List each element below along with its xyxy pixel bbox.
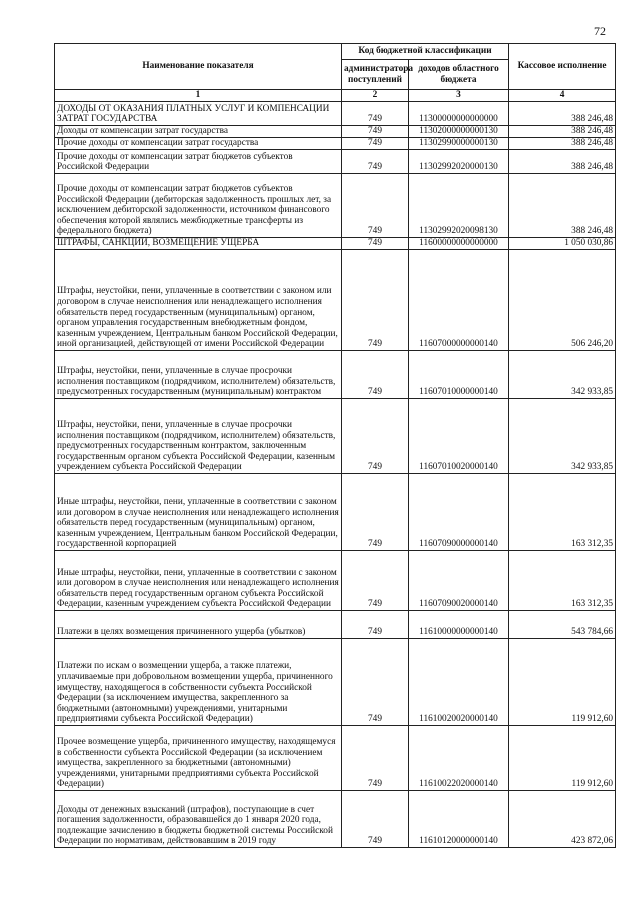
- row-admin: 749: [342, 611, 409, 639]
- row-name: Прочие доходы от компенсации затрат бюджетов субъектов Российской Федерации (дебиторская задолженность прошлых лет, за исключением дебиторской задолженности, источником финансового обеспечения которой являлись межбюджетные трансферты из федерального бюджета): [57, 184, 332, 237]
- row-amount: 163 312,35: [509, 474, 616, 551]
- row-name: Штрафы, неустойки, пени, уплаченные в соответствии с законом или договором в случае неисполнения или ненадлежащего исполнения обязательств перед государственным (муниципальным) органом, органом управления государственным внебюджетным фондом, казенным учреждением, Центральным банком Российской Федерации, иной организацией, действующей от имени Российской Федерации: [57, 286, 338, 350]
- row-amount: 388 246,48: [509, 102, 616, 126]
- row-admin: 749: [342, 250, 409, 351]
- col-number-1: 1: [55, 90, 342, 102]
- row-code: 11610020020000140: [409, 639, 509, 726]
- header-cash: Кассовое исполнение: [509, 44, 616, 90]
- row-name: ДОХОДЫ ОТ ОКАЗАНИЯ ПЛАТНЫХ УСЛУГ И КОМПЕНСАЦИИ ЗАТРАТ ГОСУДАРСТВА: [57, 103, 330, 125]
- row-code: 11607010000000140: [409, 351, 509, 399]
- row-admin: 749: [342, 551, 409, 611]
- row-name: Прочие доходы от компенсации затрат государства: [57, 138, 259, 149]
- row-code: 11607090000000140: [409, 474, 509, 551]
- header-income: доходов областного бюджета: [409, 60, 509, 90]
- row-name: ШТРАФЫ, САНКЦИИ, ВОЗМЕЩЕНИЕ УЩЕРБА: [57, 238, 260, 249]
- row-amount: 543 784,66: [509, 611, 616, 639]
- row-amount: 342 933,85: [509, 351, 616, 399]
- row-name: Платежи по искам о возмещении ущерба, а также платежи, уплачиваемые при добровольном возмещении ущерба, причиненного имуществу, находящегося в собственности субъекта Российской Федерации (за исключением имущества, закрепленного за бюджетными (автономными) учреждениями, унитарными предприятиями субъекта Российской Федерации): [57, 661, 333, 725]
- budget-table: [54, 43, 616, 848]
- row-amount: 119 912,60: [509, 726, 616, 791]
- row-admin: 749: [342, 351, 409, 399]
- row-amount: 388 246,48: [509, 126, 616, 138]
- row-admin: 749: [342, 399, 409, 474]
- row-amount: 1 050 030,86: [509, 238, 616, 250]
- table-row: [55, 474, 616, 551]
- table-row: [55, 611, 616, 639]
- row-admin: 749: [342, 238, 409, 250]
- row-name: Иные штрафы, неустойки, пени, уплаченные в соответствии с законом или договором в случае неисполнения или ненадлежащего исполнения обязательств перед государственным органом субъекта Российской Федерации, казенным учреждением субъекта Российской Федерации: [57, 567, 339, 610]
- row-amount: 388 246,48: [509, 150, 616, 174]
- row-amount: 342 933,85: [509, 399, 616, 474]
- table-row: [55, 250, 616, 351]
- table-row: [55, 791, 616, 848]
- col-number-4: 4: [509, 90, 616, 102]
- row-code: 11610120000000140: [409, 791, 509, 848]
- table-row: [55, 174, 616, 238]
- row-admin: 749: [342, 126, 409, 138]
- header-code-group: Код бюджетной классификации: [342, 44, 509, 60]
- table-row: [55, 351, 616, 399]
- row-amount: 506 246,20: [509, 250, 616, 351]
- row-admin: 749: [342, 150, 409, 174]
- row-code: 11302000000000130: [409, 126, 509, 138]
- row-name: Штрафы, неустойки, пени, уплаченные в случае просрочки исполнения поставщиком (подрядчиком, исполнителем) обязательств, предусмотренных государственным (муниципальным) контрактом: [57, 366, 336, 398]
- row-amount: 388 246,48: [509, 138, 616, 150]
- row-admin: 749: [342, 791, 409, 848]
- col-number-2: 2: [342, 90, 409, 102]
- row-amount: 388 246,48: [509, 174, 616, 238]
- row-admin: 749: [342, 138, 409, 150]
- row-code: 11300000000000000: [409, 102, 509, 126]
- row-name: Штрафы, неустойки, пени, уплаченные в случае просрочки исполнения поставщиком (подрядчиком, исполнителем) обязательств, предусмотренных государственным контрактом, заключенным государственным органом субъекта Российской Федерации, казенным учреждением субъекта Российской Федерации: [57, 420, 336, 473]
- table-row: [55, 726, 616, 791]
- row-admin: 749: [342, 102, 409, 126]
- row-admin: 749: [342, 639, 409, 726]
- row-code: 11610022020000140: [409, 726, 509, 791]
- row-name: Прочие доходы от компенсации затрат бюджетов субъектов Российской Федерации: [57, 151, 293, 173]
- col-number-3: 3: [409, 90, 509, 102]
- table-row: [55, 102, 616, 126]
- row-amount: 163 312,35: [509, 551, 616, 611]
- row-code: 11610000000000140: [409, 611, 509, 639]
- row-admin: 749: [342, 474, 409, 551]
- table-row: [55, 551, 616, 611]
- row-amount: 423 872,06: [509, 791, 616, 848]
- table-row: [55, 238, 616, 250]
- row-name: Платежи в целях возмещения причиненного ущерба (убытков): [57, 627, 306, 638]
- row-amount: 119 912,60: [509, 639, 616, 726]
- page-number: 72: [594, 24, 606, 38]
- row-code: 11302992020098130: [409, 174, 509, 238]
- table-row: [55, 138, 616, 150]
- row-admin: 749: [342, 726, 409, 791]
- row-code: 11302990000000130: [409, 138, 509, 150]
- row-code: 11607000000000140: [409, 250, 509, 351]
- row-name: Иные штрафы, неустойки, пени, уплаченные в соответствии с законом или договором в случае неисполнения или ненадлежащего исполнения обязательств перед государственным (муниципальным) органом, казенным учреждением, Центральным банком Российской Федерации, государственной корпорацией: [57, 497, 339, 550]
- row-name: Доходы от компенсации затрат государства: [57, 126, 229, 137]
- table-row: [55, 150, 616, 174]
- row-code: 11607090020000140: [409, 551, 509, 611]
- row-name: Прочее возмещение ущерба, причиненного имуществу, находящемуся в собственности субъекта Российской Федерации (за исключением имущества, закрепленного за бюджетными (автономными) учреждениями, унитарными предприятиями субъекта Российской Федерации): [57, 737, 336, 790]
- header-name: Наименование показателя: [55, 44, 342, 90]
- row-code: 11600000000000000: [409, 238, 509, 250]
- row-code: 11607010020000140: [409, 399, 509, 474]
- table-row: [55, 399, 616, 474]
- row-name: Доходы от денежных взысканий (штрафов), поступающие в счет погашения задолженности, образовавшейся до 1 января 2020 года, подлежащие зачислению в бюджеты бюджетной системы Российской Федерации по нормативам, действовавшим в 2019 году: [57, 804, 333, 847]
- header-admin: администратора поступлений: [342, 60, 409, 90]
- table-row: [55, 639, 616, 726]
- row-code: 11302992020000130: [409, 150, 509, 174]
- row-admin: 749: [342, 174, 409, 238]
- table-row: [55, 126, 616, 138]
